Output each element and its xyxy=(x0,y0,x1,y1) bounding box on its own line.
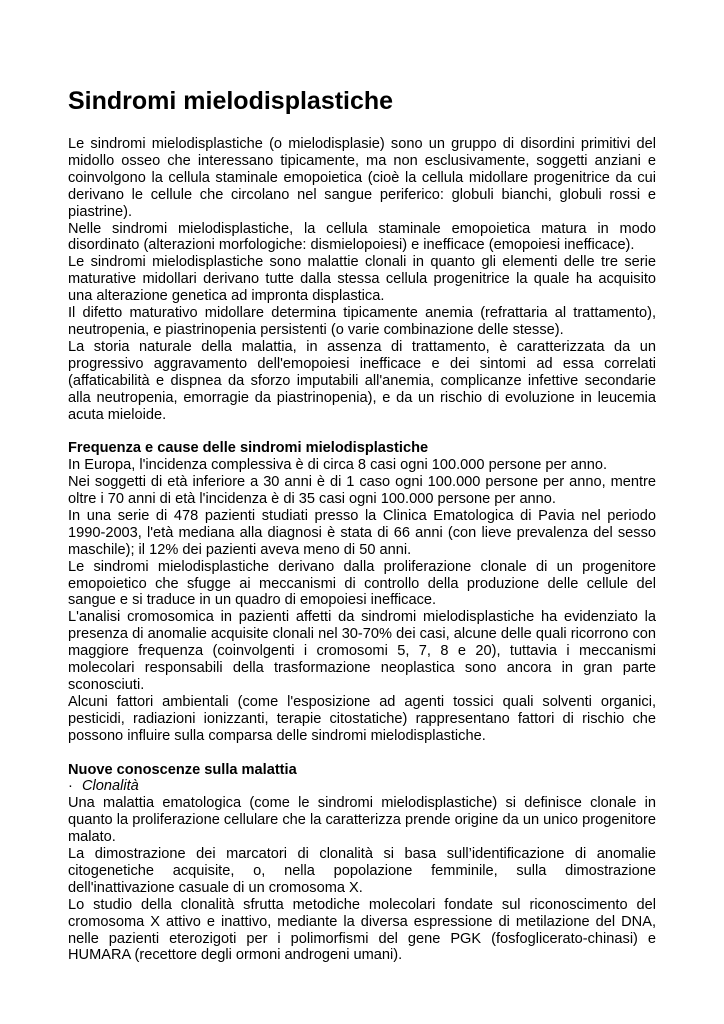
section-paragraph: La dimostrazione dei marcatori di clonalità si basa sull’identificazione di anomalie citogenetiche acquisite, o, nella popolazione femminile, sulla dimostrazione dell'inattivazione casuale di un cromosoma X. xyxy=(68,846,656,896)
document-page xyxy=(68,86,656,964)
section-heading: Frequenza e cause delle sindromi mielodisplastiche xyxy=(68,440,429,457)
intro-section xyxy=(68,136,656,423)
section-paragraph: Nei soggetti di età inferiore a 30 anni è di 1 caso ogni 100.000 persone per anno, mentre oltre i 70 anni di età l'incidenza è di 35 casi ogni 100.000 persone per anno. xyxy=(68,474,656,508)
section-paragraph: In una serie di 478 pazienti studiati presso la Clinica Ematologica di Pavia nel periodo 1990-2003, l'età mediana alla diagnosi è stata di 66 anni (con lieve prevalenza del sesso maschile); il 12% dei pazienti aveva meno di 50 anni. xyxy=(68,507,656,558)
new-knowledge-section xyxy=(68,762,656,965)
intro-paragraph: Le sindromi mielodisplastiche (o mielodisplasie) sono un gruppo di disordini primitivi del midollo osseo che interessano tipicamente, ma non esclusivamente, soggetti anziani e coinvolgono la cellula staminale emopoietica (cioè la cellula midollare progenitrice da cui derivano le cellule che circolano nel sangue periferico: globuli bianchi, globuli rossi e piastrine). xyxy=(68,136,656,220)
section-paragraph: Lo studio della clonalità sfrutta metodiche molecolari fondate sul riconoscimento del cromosoma X attivo e inattivo, mediante la diversa espressione di metilazione del DNA, nelle pazienti eterozigoti per i polimorfismi del gene PGK (fosfoglicerato-chinasi) e HUMARA (recettore degli ormoni androgeni umani). xyxy=(68,896,656,964)
section-paragraph: Alcuni fattori ambientali (come l'esposizione ad agenti tossici quali solventi organici, pesticidi, radiazioni ionizzanti, terapie citostatiche) rappresentano fattori di rischio che possono influire sulla comparsa delle sindromi mielodisplastiche. xyxy=(68,693,656,744)
bullet-label: Clonalità xyxy=(82,778,139,795)
intro-paragraph: Il difetto maturativo midollare determina tipicamente anemia (refrattaria al trattamento), neutropenia, e piastrinopenia persistenti (o varie combinazione delle stesse). xyxy=(68,305,656,338)
spacer xyxy=(68,745,656,762)
section-paragraph: In Europa, l'incidenza complessiva è di circa 8 casi ogni 100.000 persone per anno. xyxy=(68,457,608,474)
section-heading: Nuove conoscenze sulla malattia xyxy=(68,761,297,778)
bullet-item xyxy=(68,778,656,795)
section-paragraph: Le sindromi mielodisplastiche derivano dalla proliferazione clonale di un progenitore emopoietico che sfugge ai meccanismi di controllo della produzione delle cellule del sangue e si traduce in un quadro di emopoiesi inefficace. xyxy=(68,558,656,609)
bullet-marker: · xyxy=(68,778,73,795)
frequency-section xyxy=(68,440,656,744)
intro-paragraph: La storia naturale della malattia, in assenza di trattamento, è caratterizzata da un progressivo aggravamento dell'emopoiesi inefficace e dei sintomi ad essa correlati (affaticabilità e dispnea da sforzo imputabili all'anemia, complicanze infettive secondarie alla neutropenia, emorragie da piastrinopenia), e da un rischio di evoluzione in leucemia acuta mieloide. xyxy=(68,338,656,423)
section-paragraph: Una malattia ematologica (come le sindromi mielodisplastiche) si definisce clonale in quanto la proliferazione cellulare che la caratterizza prende origine da un unico progenitore malato. xyxy=(68,795,656,846)
spacer xyxy=(68,423,656,440)
intro-paragraph: Le sindromi mielodisplastiche sono malattie clonali in quanto gli elementi delle tre serie maturative midollari derivano tutte dalla stessa cellula progenitrice la quale ha acquisito una alterazione genetica ad impronta displastica. xyxy=(68,254,656,305)
intro-paragraph: Nelle sindromi mielodisplastiche, la cellula staminale emopoietica matura in modo disordinato (alterazioni morfologiche: dismielopoiesi) e inefficace (emopoiesi inefficace). xyxy=(68,220,656,254)
page-title: Sindromi mielodisplastiche xyxy=(68,87,394,115)
section-paragraph: L'analisi cromosomica in pazienti affetti da sindromi mielodisplastiche ha evidenziato la presenza di anomalie acquisite clonali nel 30-70% dei casi, alcune delle quali ricorrono con maggiore frequenza (coinvolgenti i cromosomi 5, 7, 8 e 20), tuttavia i meccanismi molecolari responsabili della trasformazione neoplastica sono ancora in gran parte sconosciuti. xyxy=(68,609,656,693)
